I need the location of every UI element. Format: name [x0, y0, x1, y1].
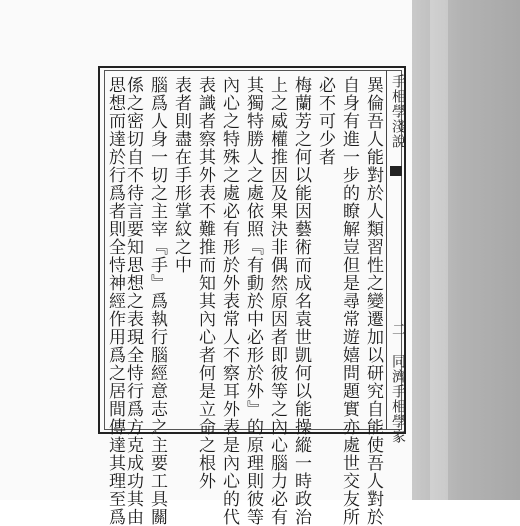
text-column: 自身有進一步的瞭解豈但是尋常遊嬉問題實亦處世交友所	[339, 76, 359, 526]
page-number-edge: 二 同濟手相學家	[390, 322, 406, 444]
text-column: 腦爲人身一切之主宰『手』爲執行腦經意志之主要工具關	[147, 76, 167, 526]
text-column: 表者則盡在手形掌紋之中	[171, 76, 191, 274]
text-column: 思想而達於行爲者則全恃神經作用爲之居間傳達其理至爲	[105, 76, 125, 526]
text-column: 必不可少者	[315, 76, 335, 166]
edge-block-mark	[390, 166, 402, 176]
text-column: 內心之特殊之處必有形於外表常人不察耳外表是內心的代	[219, 76, 239, 526]
book-title-edge: 手相學淺說	[390, 74, 406, 149]
text-column: 梅蘭芳之何以能因藝術而成名袁世凱何以能操縱一時政治	[291, 76, 311, 526]
spine-highlight	[430, 0, 448, 500]
text-column: 其獨特勝人之處依照『有動於中必形於外』的原理則彼等	[243, 76, 263, 526]
text-column: 異倫吾人能對於人類習性之變遷加以研究自能使吾人對於	[363, 76, 383, 526]
text-column: 上之威權推因及果決非偶然原因者即彼等之內心腦力必有	[267, 76, 287, 526]
text-column: 表識者察其外表不難推而知其內心者何是立命之根外	[195, 76, 215, 490]
book-spine	[412, 0, 520, 500]
edge-divider	[386, 70, 387, 430]
text-column: 係之密切自不待言要知思想之表現全恃行爲方克成功其由	[123, 76, 143, 526]
